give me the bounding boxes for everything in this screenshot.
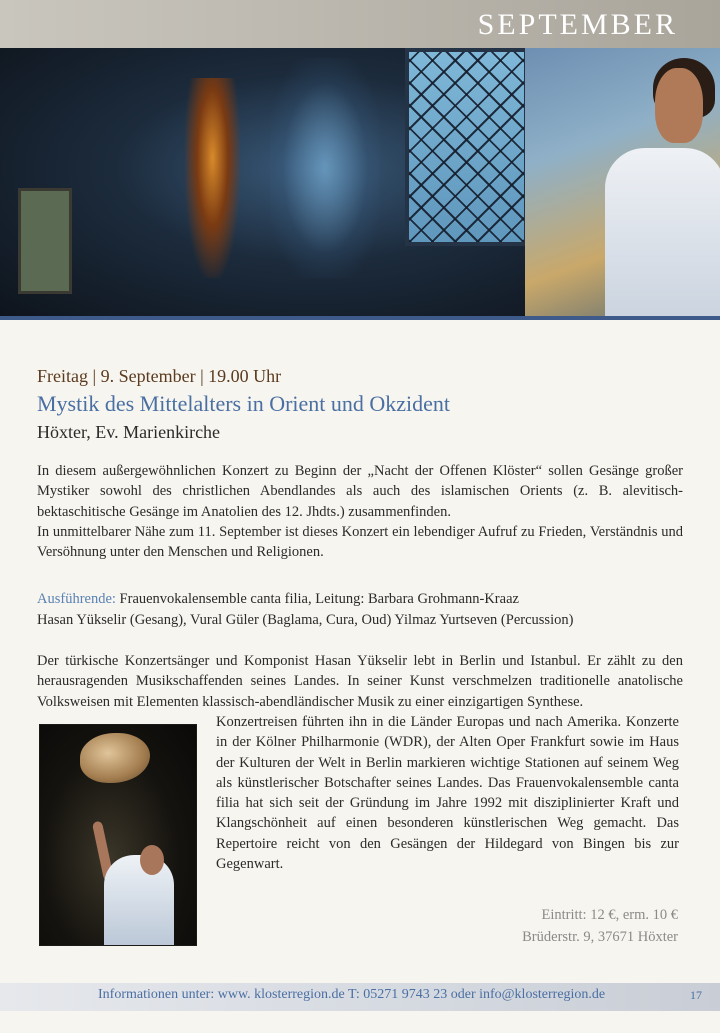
biography-continued [216, 712, 679, 874]
biography-intro [37, 651, 683, 712]
madonna-statue [185, 78, 240, 278]
page-number: 17 [690, 988, 702, 1002]
description-paragraph-1: In diesem außergewöhnlichen Konzert zu Beginn der „Nacht der Offenen Klöster“ sollen Gesänge großer Mystiker sowohl des christlichen Abendlandes als auch des islamischen Orients (z. B. alevitisch-bektaschitische Gesänge im Anatolien des 12. Jhdts.) zusammenfinden. [37, 463, 683, 520]
ticket-address: Brüderstr. 9, 37671 Höxter [522, 929, 678, 945]
event-description [37, 461, 683, 562]
footer-info: Informationen unter: www. klosterregion.de T: 05271 9743 23 oder info@klosterregion.de [98, 987, 606, 1002]
performers-ensemble: Frauenvokalensemble canta filia, Leitung: Barbara Grohmann-Kraaz [119, 591, 519, 607]
singer-figure [104, 855, 174, 946]
performers-label: Ausführende: [37, 591, 116, 607]
hero-image [0, 48, 720, 320]
singer-face [655, 68, 703, 143]
performers-line-1 [37, 589, 683, 610]
biography-paragraph: Der türkische Konzertsänger und Komponist Hasan Yükselir lebt in Berlin und Istanbul. Er zählt zu den herausragenden Musikschaffenden seines Landes. In seiner Kunst verschmelzen traditionelle anatolische Volksweisen mit Elementen klassisch-abendländischer Musik zu einer einzigartigen Synthese. [37, 653, 683, 710]
singer-cave-photo [39, 724, 197, 946]
church-interior-photo [0, 48, 525, 316]
ticket-price: Eintritt: 12 €, erm. 10 € [541, 907, 678, 923]
description-paragraph-2: In unmittelbarer Nähe zum 11. September ist dieses Konzert ein lebendiger Aufruf zu Frieden, Verständnis und Versöhnung unter den Menschen und Religionen. [37, 523, 683, 561]
singer-head [140, 845, 164, 875]
biography-continued-paragraph: Konzertreisen führten ihn in die Länder Europas und nach Amerika. Konzerte in der Kölner Philharmonie (WDR), der Alten Oper Frankfurt sowie im Haus der Kulturen der Welt in Berlin markieren wichtige Stationen auf seinem Weg als künstlerischer Botschafter seines Landes. Das Frauenvokalensemble canta filia hat sich seit der Gründung im Jahre 1992 mit disziplinierter Kraft und Klangschönheit auf einen besonderen künstlerischen Weg gemacht. Das Repertoire reicht von den Gesängen der Hildegard von Bingen bis zur Gegenwart. [216, 714, 679, 873]
rock [80, 733, 150, 783]
singer-body [605, 148, 720, 320]
event-date: Freitag | 9. September | 19.00 Uhr [37, 366, 282, 386]
event-venue: Höxter, Ev. Marienkirche [37, 422, 221, 442]
wall-painting [18, 188, 72, 294]
ticket-info [522, 904, 678, 948]
event-title: Mystik des Mittelalters in Orient und Okzident [37, 391, 451, 416]
performers-block [37, 589, 683, 630]
event-header [37, 364, 683, 444]
month-heading: SEPTEMBER [477, 8, 678, 41]
light-beam [270, 58, 380, 278]
performers-line-2: Hasan Yükselir (Gesang), Vural Güler (Baglama, Cura, Oud) Yilmaz Yurtseven (Percussion) [37, 611, 574, 628]
church-window [405, 48, 528, 246]
singer-portrait-photo [525, 48, 720, 316]
